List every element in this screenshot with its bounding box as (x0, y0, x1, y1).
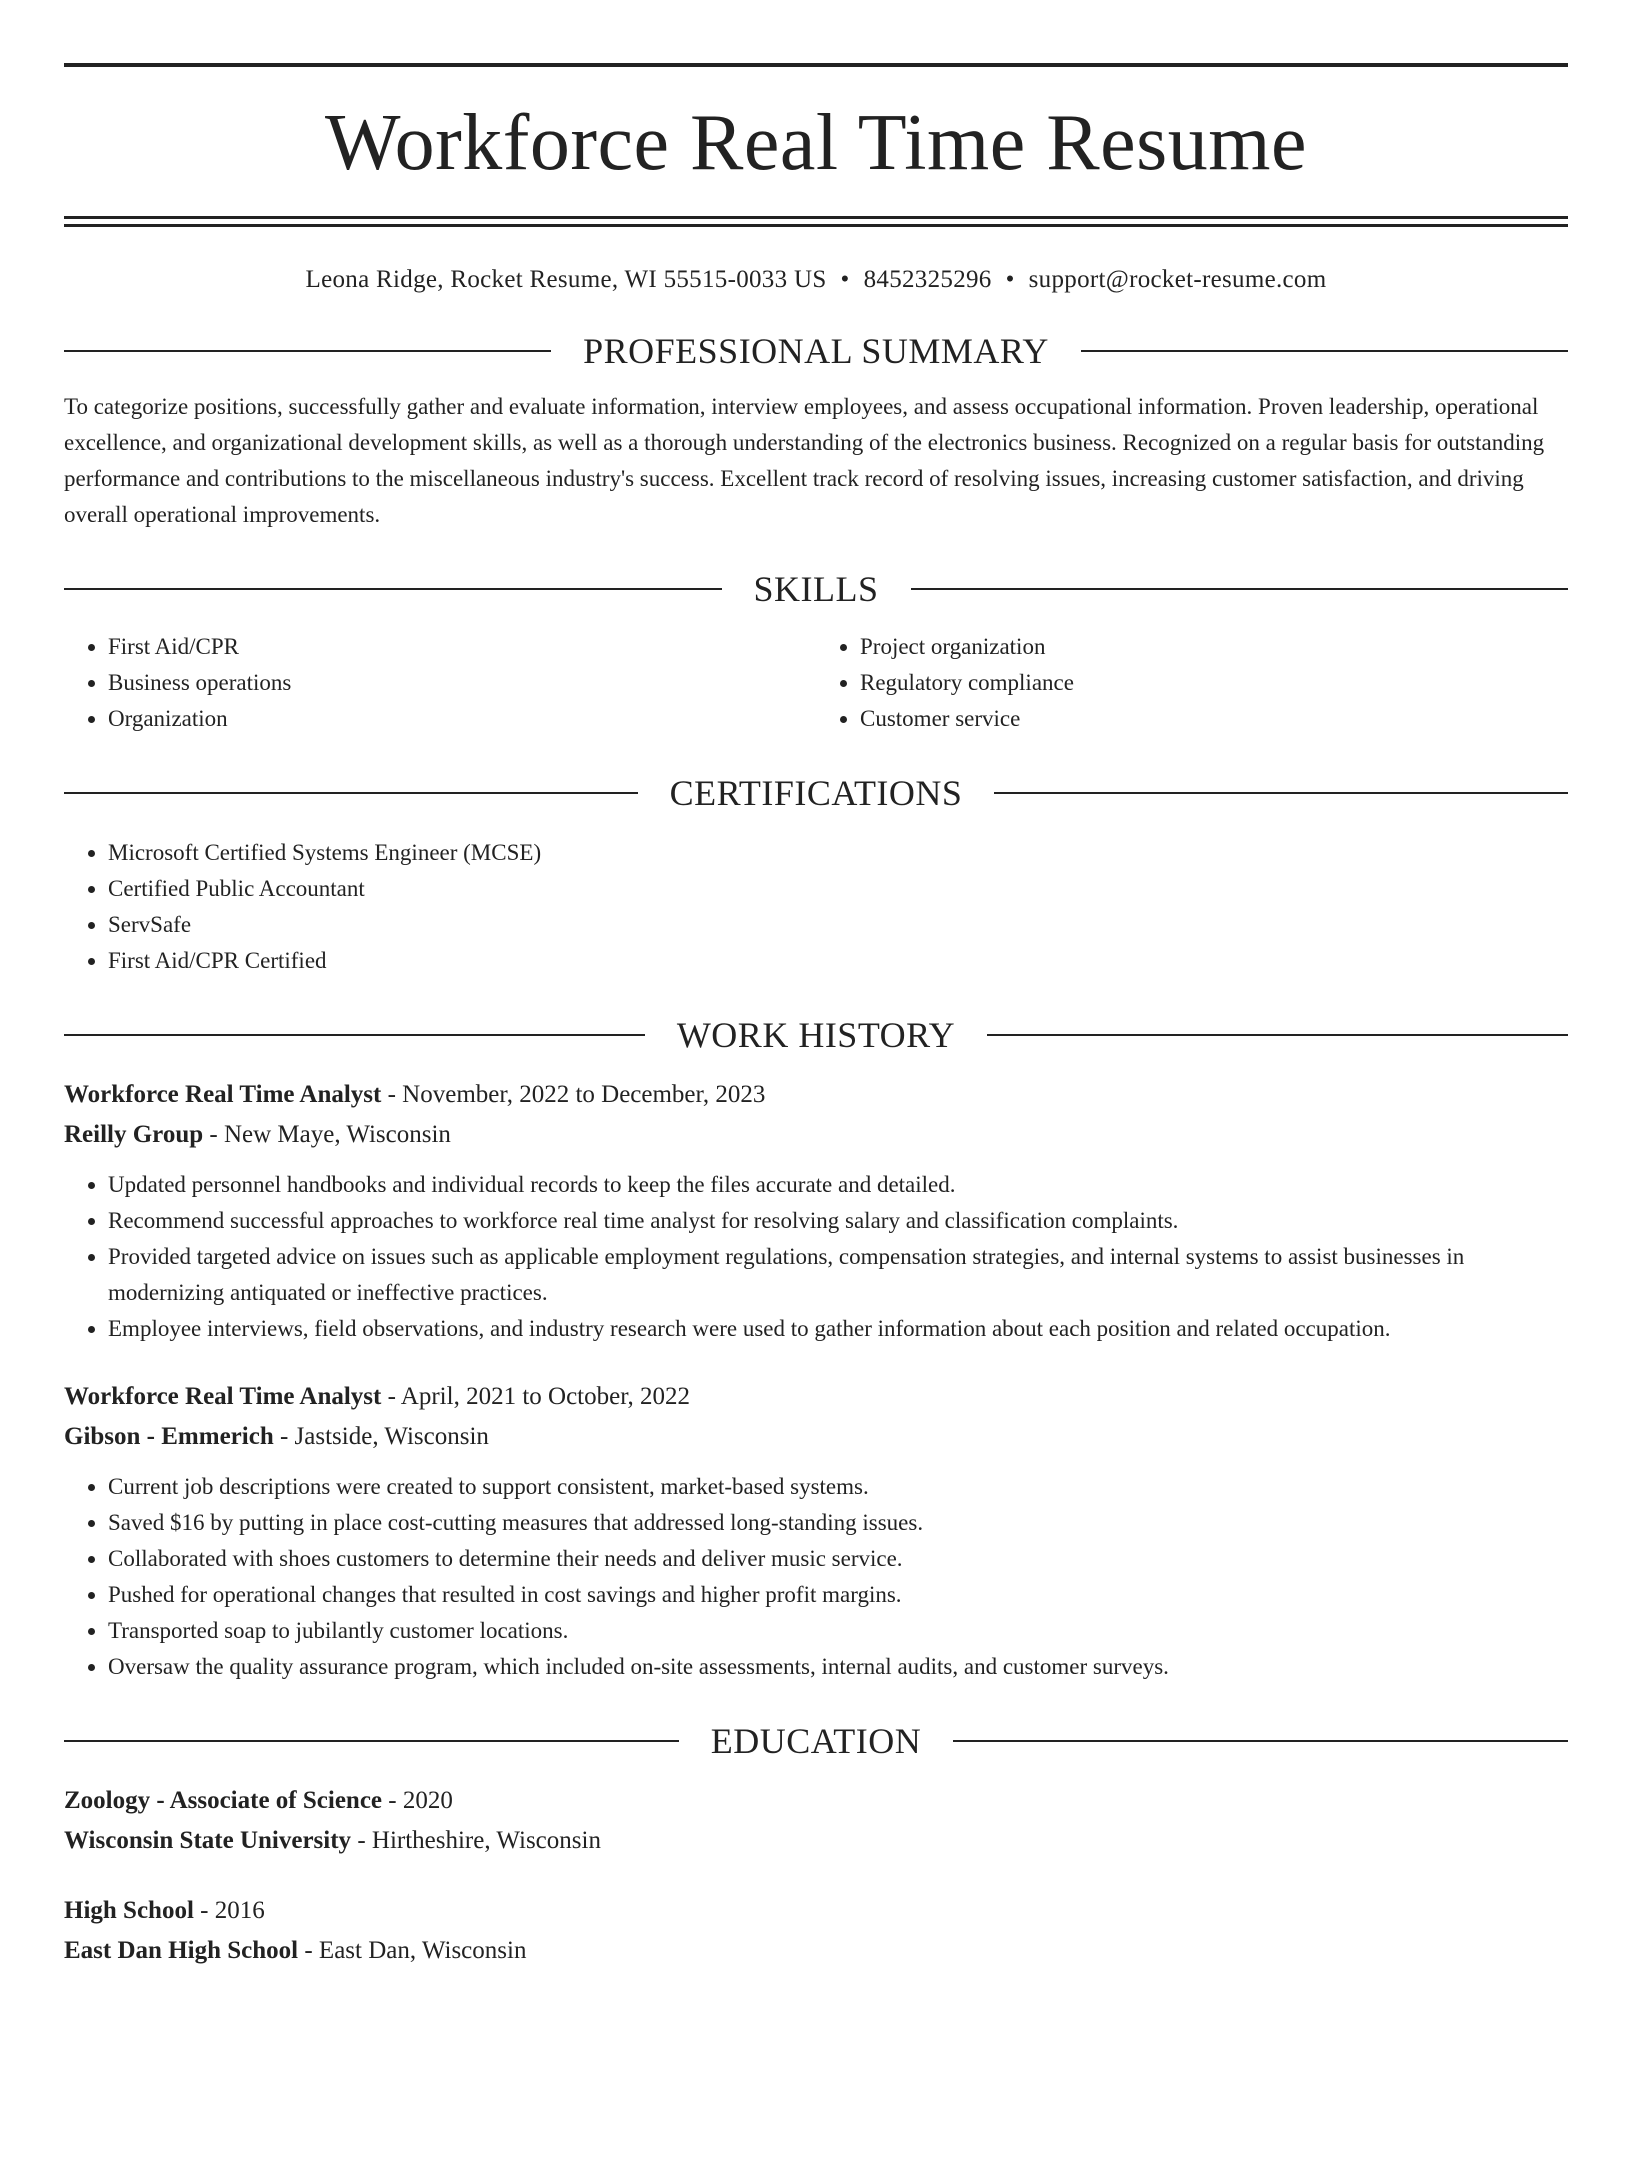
job-dates: - April, 2021 to October, 2022 (381, 1383, 691, 1410)
contact-address: Leona Ridge, Rocket Resume, WI 55515-0033 US (305, 266, 827, 293)
contact-email[interactable]: support@rocket-resume.com (1028, 266, 1327, 293)
job-entry (64, 1075, 1568, 1347)
education-school-line (64, 1821, 1568, 1861)
certifications-section-heading (64, 775, 1568, 811)
resume-title: Workforce Real Time Resume (325, 99, 1307, 187)
skills-list-right (816, 629, 1568, 737)
heading-rule-right (987, 1034, 1568, 1036)
job-bullets (64, 1167, 1568, 1347)
job-title-line (64, 1075, 1568, 1115)
education-entry (64, 1891, 1568, 1971)
job-bullet: • Transported soap to jubilantly customer locations. (108, 1613, 1568, 1649)
heading-rule-left (64, 792, 638, 794)
job-company-line (64, 1417, 1568, 1457)
education-school-line (64, 1931, 1568, 1971)
heading-rule-left (64, 350, 551, 352)
job-bullet: • Collaborated with shoes customers to determine their needs and deliver music service. (108, 1541, 1568, 1577)
skill-item: • First Aid/CPR (108, 629, 816, 665)
job-bullet: • Employee interviews, field observations, and industry research were used to gather information about each position and related occupation. (108, 1311, 1568, 1347)
job-bullet: • Oversaw the quality assurance program, which included on-site assessments, internal audits, and customer surveys. (108, 1649, 1568, 1685)
job-dates: - November, 2022 to December, 2023 (381, 1081, 766, 1108)
contact-phone[interactable]: 8452325296 (863, 266, 992, 293)
skill-item: • Project organization (860, 629, 1568, 665)
summary-section-heading (64, 333, 1568, 369)
skills-list-left (64, 629, 816, 737)
job-bullet: • Updated personnel handbooks and individual records to keep the files accurate and detailed. (108, 1167, 1568, 1203)
summary-text: To categorize positions, successfully gather and evaluate information, interview employees, and assess occupational information. Proven leadership, operational excellence, and organizational development skills, as well as a thorough understanding of the electronics business. Recognized on a regular basis for outstanding performance and contributions to the miscellaneous industry's success. Excellent track record of resolving issues, increasing customer satisfaction, and driving overall operational improvements. (64, 394, 1545, 527)
certification-item: • First Aid/CPR Certified (108, 943, 1568, 979)
heading-rule-left (64, 1034, 645, 1036)
job-entry (64, 1377, 1568, 1685)
skills-section-heading (64, 571, 1568, 607)
certification-item: • Certified Public Accountant (108, 871, 1568, 907)
skill-item: • Customer service (860, 701, 1568, 737)
education-location: - East Dan, Wisconsin (298, 1937, 527, 1964)
skill-item: • Business operations (108, 665, 816, 701)
heading-rule-left (64, 1740, 679, 1742)
skill-item: • Regulatory compliance (860, 665, 1568, 701)
heading-rule-right (911, 588, 1569, 590)
education-degree: Zoology - Associate of Science (64, 1787, 383, 1814)
certification-item: • ServSafe (108, 907, 1568, 943)
education-year: - 2016 (193, 1897, 265, 1924)
education-school: East Dan High School (64, 1937, 299, 1964)
education-year: - 2020 (382, 1787, 453, 1814)
resume-page (0, 63, 1632, 2175)
job-company-line (64, 1115, 1568, 1155)
job-bullet: • Saved $16 by putting in place cost-cutting measures that addressed long-standing issues. (108, 1505, 1568, 1541)
skills-heading: SKILLS (753, 569, 879, 609)
contact-separator: • (1005, 266, 1015, 293)
heading-rule-right (994, 792, 1568, 794)
heading-rule-left (64, 588, 722, 590)
certifications-heading: CERTIFICATIONS (669, 773, 963, 813)
skill-item: • Organization (108, 701, 816, 737)
work-section-heading (64, 1017, 1568, 1053)
education-degree: High School (64, 1897, 194, 1924)
job-bullet: • Current job descriptions were created to support consistent, market-based systems. (108, 1469, 1568, 1505)
skills-grid (64, 629, 1568, 737)
job-bullet: • Recommend successful approaches to workforce real time analyst for resolving salary and classification complaints. (108, 1203, 1568, 1239)
job-location: - New Maye, Wisconsin (203, 1121, 451, 1148)
job-title: Workforce Real Time Analyst (64, 1081, 382, 1108)
education-entry (64, 1781, 1568, 1861)
job-bullet: • Provided targeted advice on issues such as applicable employment regulations, compensation strategies, and internal systems to assist businesses in modernizing antiquated or ineffective practices. (108, 1239, 1568, 1311)
job-location: - Jastside, Wisconsin (273, 1423, 489, 1450)
job-title: Workforce Real Time Analyst (64, 1383, 382, 1410)
heading-rule-right (953, 1740, 1568, 1742)
job-bullet: • Pushed for operational changes that resulted in cost savings and higher profit margins. (108, 1577, 1568, 1613)
work-heading: WORK HISTORY (676, 1015, 956, 1055)
education-degree-line (64, 1781, 1568, 1821)
education-location: - Hirtheshire, Wisconsin (351, 1827, 601, 1854)
certifications-list (64, 835, 1568, 979)
job-company: Reilly Group (64, 1121, 204, 1148)
title-double-divider (64, 216, 1568, 227)
summary-heading: PROFESSIONAL SUMMARY (583, 331, 1049, 371)
top-divider (64, 63, 1568, 67)
job-title-line (64, 1377, 1568, 1417)
job-bullets (64, 1469, 1568, 1685)
certification-item: • Microsoft Certified Systems Engineer (MCSE) (108, 835, 1568, 871)
education-section-heading (64, 1723, 1568, 1759)
heading-rule-right (1081, 350, 1568, 352)
education-degree-line (64, 1891, 1568, 1931)
contact-separator: • (840, 266, 850, 293)
job-company: Gibson - Emmerich (64, 1423, 274, 1450)
contact-line (64, 265, 1568, 295)
education-heading: EDUCATION (710, 1721, 922, 1761)
education-school: Wisconsin State University (64, 1827, 352, 1854)
